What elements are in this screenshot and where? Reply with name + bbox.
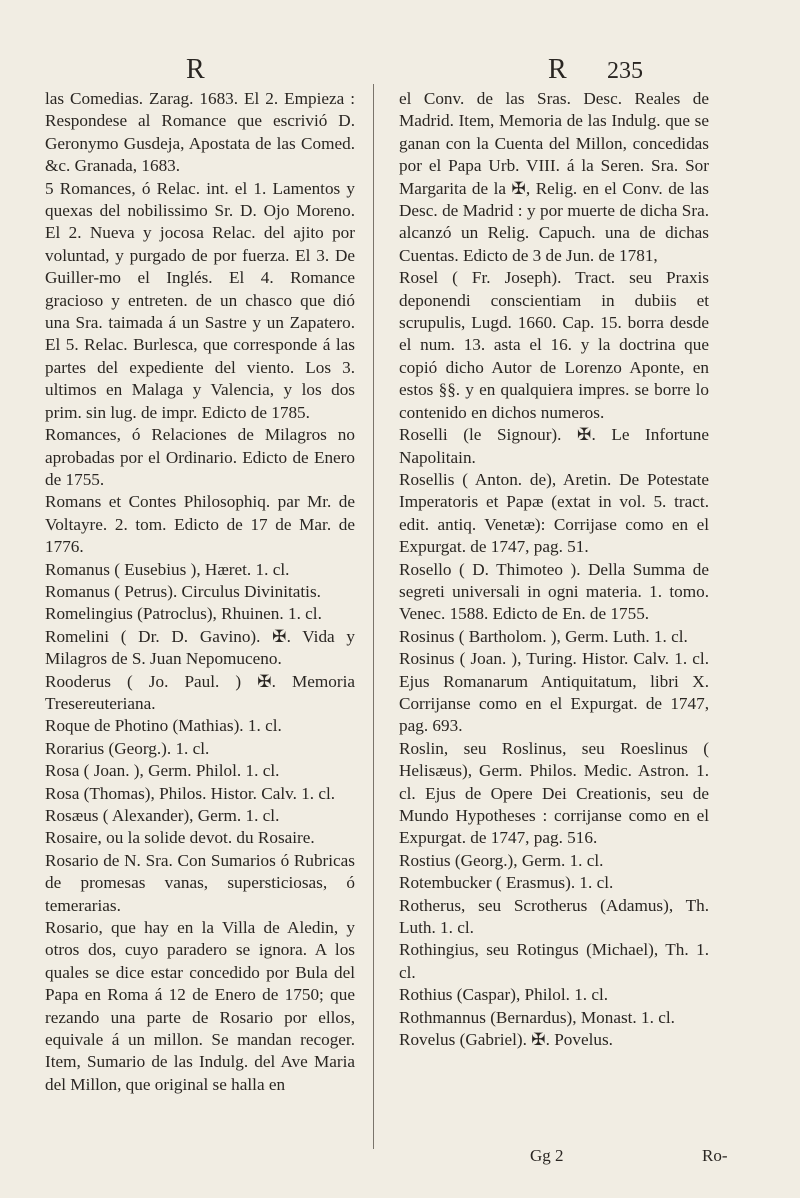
entry: Rothius (Caspar), Philol. 1. cl. — [399, 985, 609, 1005]
running-head-left: R — [186, 54, 205, 85]
entry: Rorarius (Georg.). 1. cl. — [45, 738, 210, 758]
entry: Romanus ( Eusebius ), Hæret. 1. cl. — [45, 559, 290, 579]
entry: Rosello ( D. Thimoteo ). Della Summa de segreti universali in ogni materia. 1. tomo. Venec. 1588. Edicto de En. de 1755. — [399, 559, 709, 624]
entry: Roslin, seu Roslinus, seu Roeslinus ( Helisæus), Germ. Philos. Medic. Astron. 1. cl. Ejus de Opere Dei Creationis, seu de Mundo Hypotheses : corrijanse como en el Expurgat. de 1747, pag. 516. — [399, 738, 709, 848]
entry: Rosaire, ou la solide devot. du Rosaire. — [45, 828, 315, 848]
column-divider — [373, 84, 374, 1149]
entry: Rosario de N. Sra. Con Sumarios ó Rubricas de promesas vanas, supersticiosas, ó temerarias. — [45, 850, 355, 915]
entry: Rooderus ( Jo. Paul. ) ✠. Memoria Tresereuteriana. — [45, 671, 355, 713]
entry: Rothmannus (Bernardus), Monast. 1. cl. — [399, 1007, 675, 1027]
entry: las Comedias. Zarag. 1683. El 2. Empieza : Respondese al Romance que escrivió D. Geronymo Gusdeja, Apostata de las Comed. &c. Granada, 1683. — [45, 89, 355, 176]
entry: Rosario, que hay en la Villa de Aledin, y otros dos, cuyo paradero se ignora. A los quales se dice estar concedido por Bula del Papa en Roma á 12 de Enero de 1750; que rezando una parte de Rosario por ellos, equivale á un millon. Se mandan recoger. Item, Sumario de las Indulg. del Ave Maria del Millon, que original se halla en — [45, 918, 355, 1094]
entry: Rotherus, seu Scrotherus (Adamus), Th. Luth. 1. cl. — [399, 895, 709, 938]
entry: Roque de Photino (Mathias). 1. cl. — [45, 716, 282, 736]
entry: Rosel ( Fr. Joseph). Tract. seu Praxis deponendi conscientiam in dubiis et scrupulis, Lugd. 1660. Cap. 15. borra desde el num. 13. asta el 16. y la doctrina que copió dicho Autor de Lorenzo Aponte, en estos §§. y en qualquiera impres. se borre lo contenido en dichos numeros. — [399, 268, 709, 422]
entry: Rosinus ( Joan. ), Turing. Histor. Calv. 1. cl. Ejus Romanarum Antiquitatum, libri X. Corrijanse como en el Expurgat. de 1747, pag. 693. — [399, 649, 709, 736]
signature-mark: Gg 2 — [530, 1146, 564, 1165]
entry: Rosinus ( Bartholom. ), Germ. Luth. 1. cl. — [399, 626, 688, 646]
entry: el Conv. de las Sras. Desc. Reales de Madrid. Item, Memoria de las Indulg. que se ganan con la Cuenta del Millon, concedidas por el Papa Urb. VIII. á la Seren. Sra. Sor Margarita de la ✠, Relig. en el Conv. de las Desc. de Madrid : y por muerte de dicha Sra. alcanzó un Relig. Capuch. una de dichas Cuentas. Edicto de 3 de Jun. de 1781, — [399, 89, 709, 265]
entry: Rosæus ( Alexander), Germ. 1. cl. — [45, 806, 280, 825]
entry: Rosellis ( Anton. de), Aretin. De Potestate Imperatoris et Papæ (extat in vol. 5. tract. edit. antiq. Venetæ): Corrijase como en el Expurgat. de 1747, pag. 51. — [399, 469, 709, 557]
right-column — [399, 88, 709, 1051]
entry: Romans et Contes Philosophiq. par Mr. de Voltayre. 2. tom. Edicto de 17 de Mar. de 1776. — [45, 492, 355, 557]
running-head-right: R — [548, 54, 567, 85]
entry: Rosa (Thomas), Philos. Histor. Calv. 1. cl. — [45, 783, 336, 803]
entry: Rotembucker ( Erasmus). 1. cl. — [399, 873, 614, 893]
catchword: Ro- — [702, 1146, 728, 1165]
entry: Romanus ( Petrus). Circulus Divinitatis. — [45, 581, 321, 601]
entry: Romelini ( Dr. D. Gavino). ✠. Vida y Milagros de S. Juan Nepomuceno. — [45, 626, 355, 669]
page-number: 235 — [607, 58, 643, 84]
entry: Rothingius, seu Rotingus (Michael), Th. 1. cl. — [399, 940, 709, 982]
entry: Roselli (le Signour). ✠. Le Infortune Napolitain. — [399, 425, 709, 467]
left-column — [45, 88, 355, 1096]
entry: Rostius (Georg.), Germ. 1. cl. — [399, 850, 604, 870]
entry: Rosa ( Joan. ), Germ. Philol. 1. cl. — [45, 761, 280, 781]
entry: 5 Romances, ó Relac. int. el 1. Lamentos y quexas del nobilissimo Sr. D. Ojo Moreno. El 2. Nueva y jocosa Relac. del ajito por voluntad, y purgado de por fuerza. El 3. De Guiller-mo el Inglés. El 4. Romance gracioso y entreten. de un chasco que dió una Sra. taimada á un Sastre y un Zapatero. El 5. Relac. Burlesca, que corresponde á las partes del expediente del viento. Los 3. ultimos en Malaga y Valencia, y los dos prim. sin lug. de impr. Edicto de 1785. — [45, 178, 355, 422]
entry: Romances, ó Relaciones de Milagros no aprobadas por el Ordinario. Edicto de Enero de 1755. — [45, 425, 355, 489]
entry: Romelingius (Patroclus), Rhuinen. 1. cl. — [45, 604, 322, 624]
entry: Rovelus (Gabriel). ✠. Povelus. — [399, 1030, 613, 1050]
